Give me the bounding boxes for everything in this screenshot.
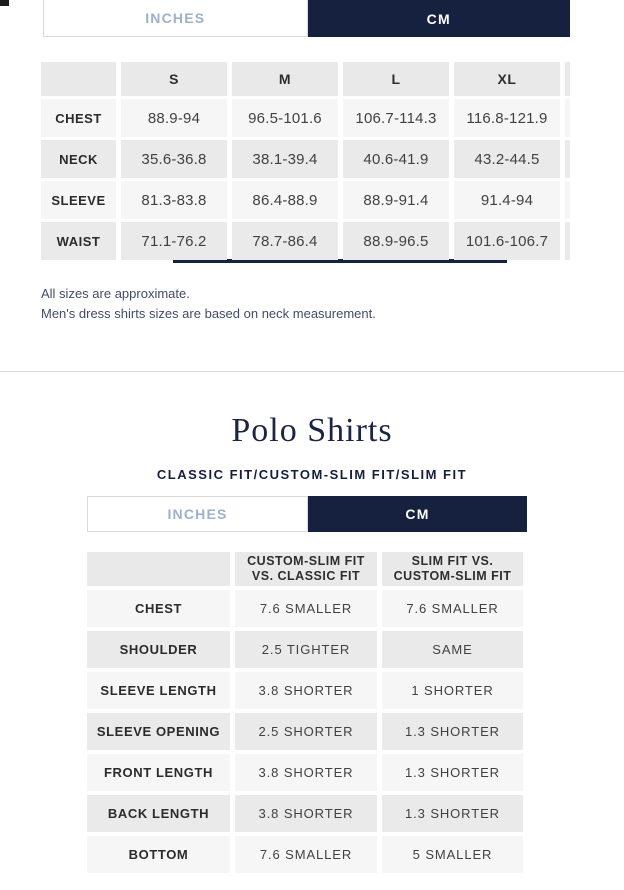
sleeve-clipped-cell [565,181,570,219]
neck-xl-value: 43.2-44.5 [454,140,560,178]
section-divider [0,371,624,372]
fit-shoulder-col2: SAME [382,631,523,668]
row-label-sleeve: SLEEVE [41,181,116,219]
fit-corner-header-cell [87,552,230,586]
row-label-waist: WAIST [41,222,116,260]
fit-row-label-bottom: BOTTOM [87,836,230,873]
chest-m-value: 96.5-101.6 [232,99,338,137]
fit-back-length-col2: 1.3 SHORTER [382,795,523,832]
fit-sleeve-length-col2: 1 SHORTER [382,672,523,709]
waist-l-value: 88.9-96.5 [343,222,449,260]
fit-header-line: CUSTOM-SLIM FIT [247,554,365,568]
fit-chest-col1: 7.6 SMALLER [235,590,377,627]
fit-back-length-col1: 3.8 SHORTER [235,795,377,832]
fit-front-length-col1: 3.8 SHORTER [235,754,377,791]
row-label-neck: NECK [41,140,116,178]
unit-tabbar-dress-shirts [43,0,570,37]
size-notes [41,284,624,324]
fit-row-label-sleeve-length: SLEEVE LENGTH [87,672,230,709]
note-neck-measurement: Men's dress shirts sizes are based on neck measurement. [41,306,376,321]
note-approximate: All sizes are approximate. [41,286,190,301]
sleeve-xl-value: 91.4-94 [454,181,560,219]
chest-l-value: 106.7-114.3 [343,99,449,137]
chest-xl-value: 116.8-121.9 [454,99,560,137]
neck-s-value: 35.6-36.8 [121,140,227,178]
size-header-m: M [232,62,338,96]
fit-sleeve-opening-col2: 1.3 SHORTER [382,713,523,750]
sleeve-l-value: 88.9-91.4 [343,181,449,219]
polo-cm-tab[interactable]: CM [308,496,527,532]
waist-m-value: 78.7-86.4 [232,222,338,260]
waist-s-value: 71.1-76.2 [121,222,227,260]
waist-xl-value: 101.6-106.7 [454,222,560,260]
clipped-element-artifact [0,0,9,6]
sleeve-m-value: 86.4-88.9 [232,181,338,219]
size-header-clipped [565,62,570,96]
fit-shoulder-col1: 2.5 TIGHTER [235,631,377,668]
neck-m-value: 38.1-39.4 [232,140,338,178]
fit-chest-col2: 7.6 SMALLER [382,590,523,627]
fit-sleeve-length-col1: 3.8 SHORTER [235,672,377,709]
fit-header-line: VS. CLASSIC FIT [251,569,361,583]
unit-tabbar-polo [87,496,527,532]
size-header-s: S [121,62,227,96]
fit-bottom-col1: 7.6 SMALLER [235,836,377,873]
chest-clipped-cell [565,99,570,137]
polo-inches-tab[interactable]: INCHES [87,496,308,532]
fit-row-label-front-length: FRONT LENGTH [87,754,230,791]
sleeve-s-value: 81.3-83.8 [121,181,227,219]
fit-header-slim-vs-custom [382,552,523,586]
fit-row-label-chest: CHEST [87,590,230,627]
fit-sleeve-opening-col1: 2.5 SHORTER [235,713,377,750]
size-header-xl: XL [454,62,560,96]
fit-front-length-col2: 1.3 SHORTER [382,754,523,791]
neck-clipped-cell [565,140,570,178]
dress-shirts-size-table [41,62,570,260]
waist-clipped-cell [565,222,570,260]
size-header-l: L [343,62,449,96]
fit-header-line: SLIM FIT VS. [411,554,494,568]
neck-l-value: 40.6-41.9 [343,140,449,178]
chest-s-value: 88.9-94 [121,99,227,137]
polo-fits-subtitle: CLASSIC FIT/CUSTOM-SLIM FIT/SLIM FIT [156,467,468,482]
fit-row-label-shoulder: SHOULDER [87,631,230,668]
inches-tab[interactable]: INCHES [43,0,308,37]
fit-row-label-back-length: BACK LENGTH [87,795,230,832]
polo-fit-comparison-table [87,552,523,873]
fit-bottom-col2: 5 SMALLER [382,836,523,873]
polo-shirts-title: Polo Shirts [231,412,393,449]
fit-header-custom-vs-classic [235,552,377,586]
row-label-chest: CHEST [41,99,116,137]
fit-header-line: CUSTOM-SLIM FIT [393,569,512,583]
corner-header-cell [41,62,116,96]
fit-row-label-sleeve-opening: SLEEVE OPENING [87,713,230,750]
cm-tab[interactable]: CM [308,0,571,37]
